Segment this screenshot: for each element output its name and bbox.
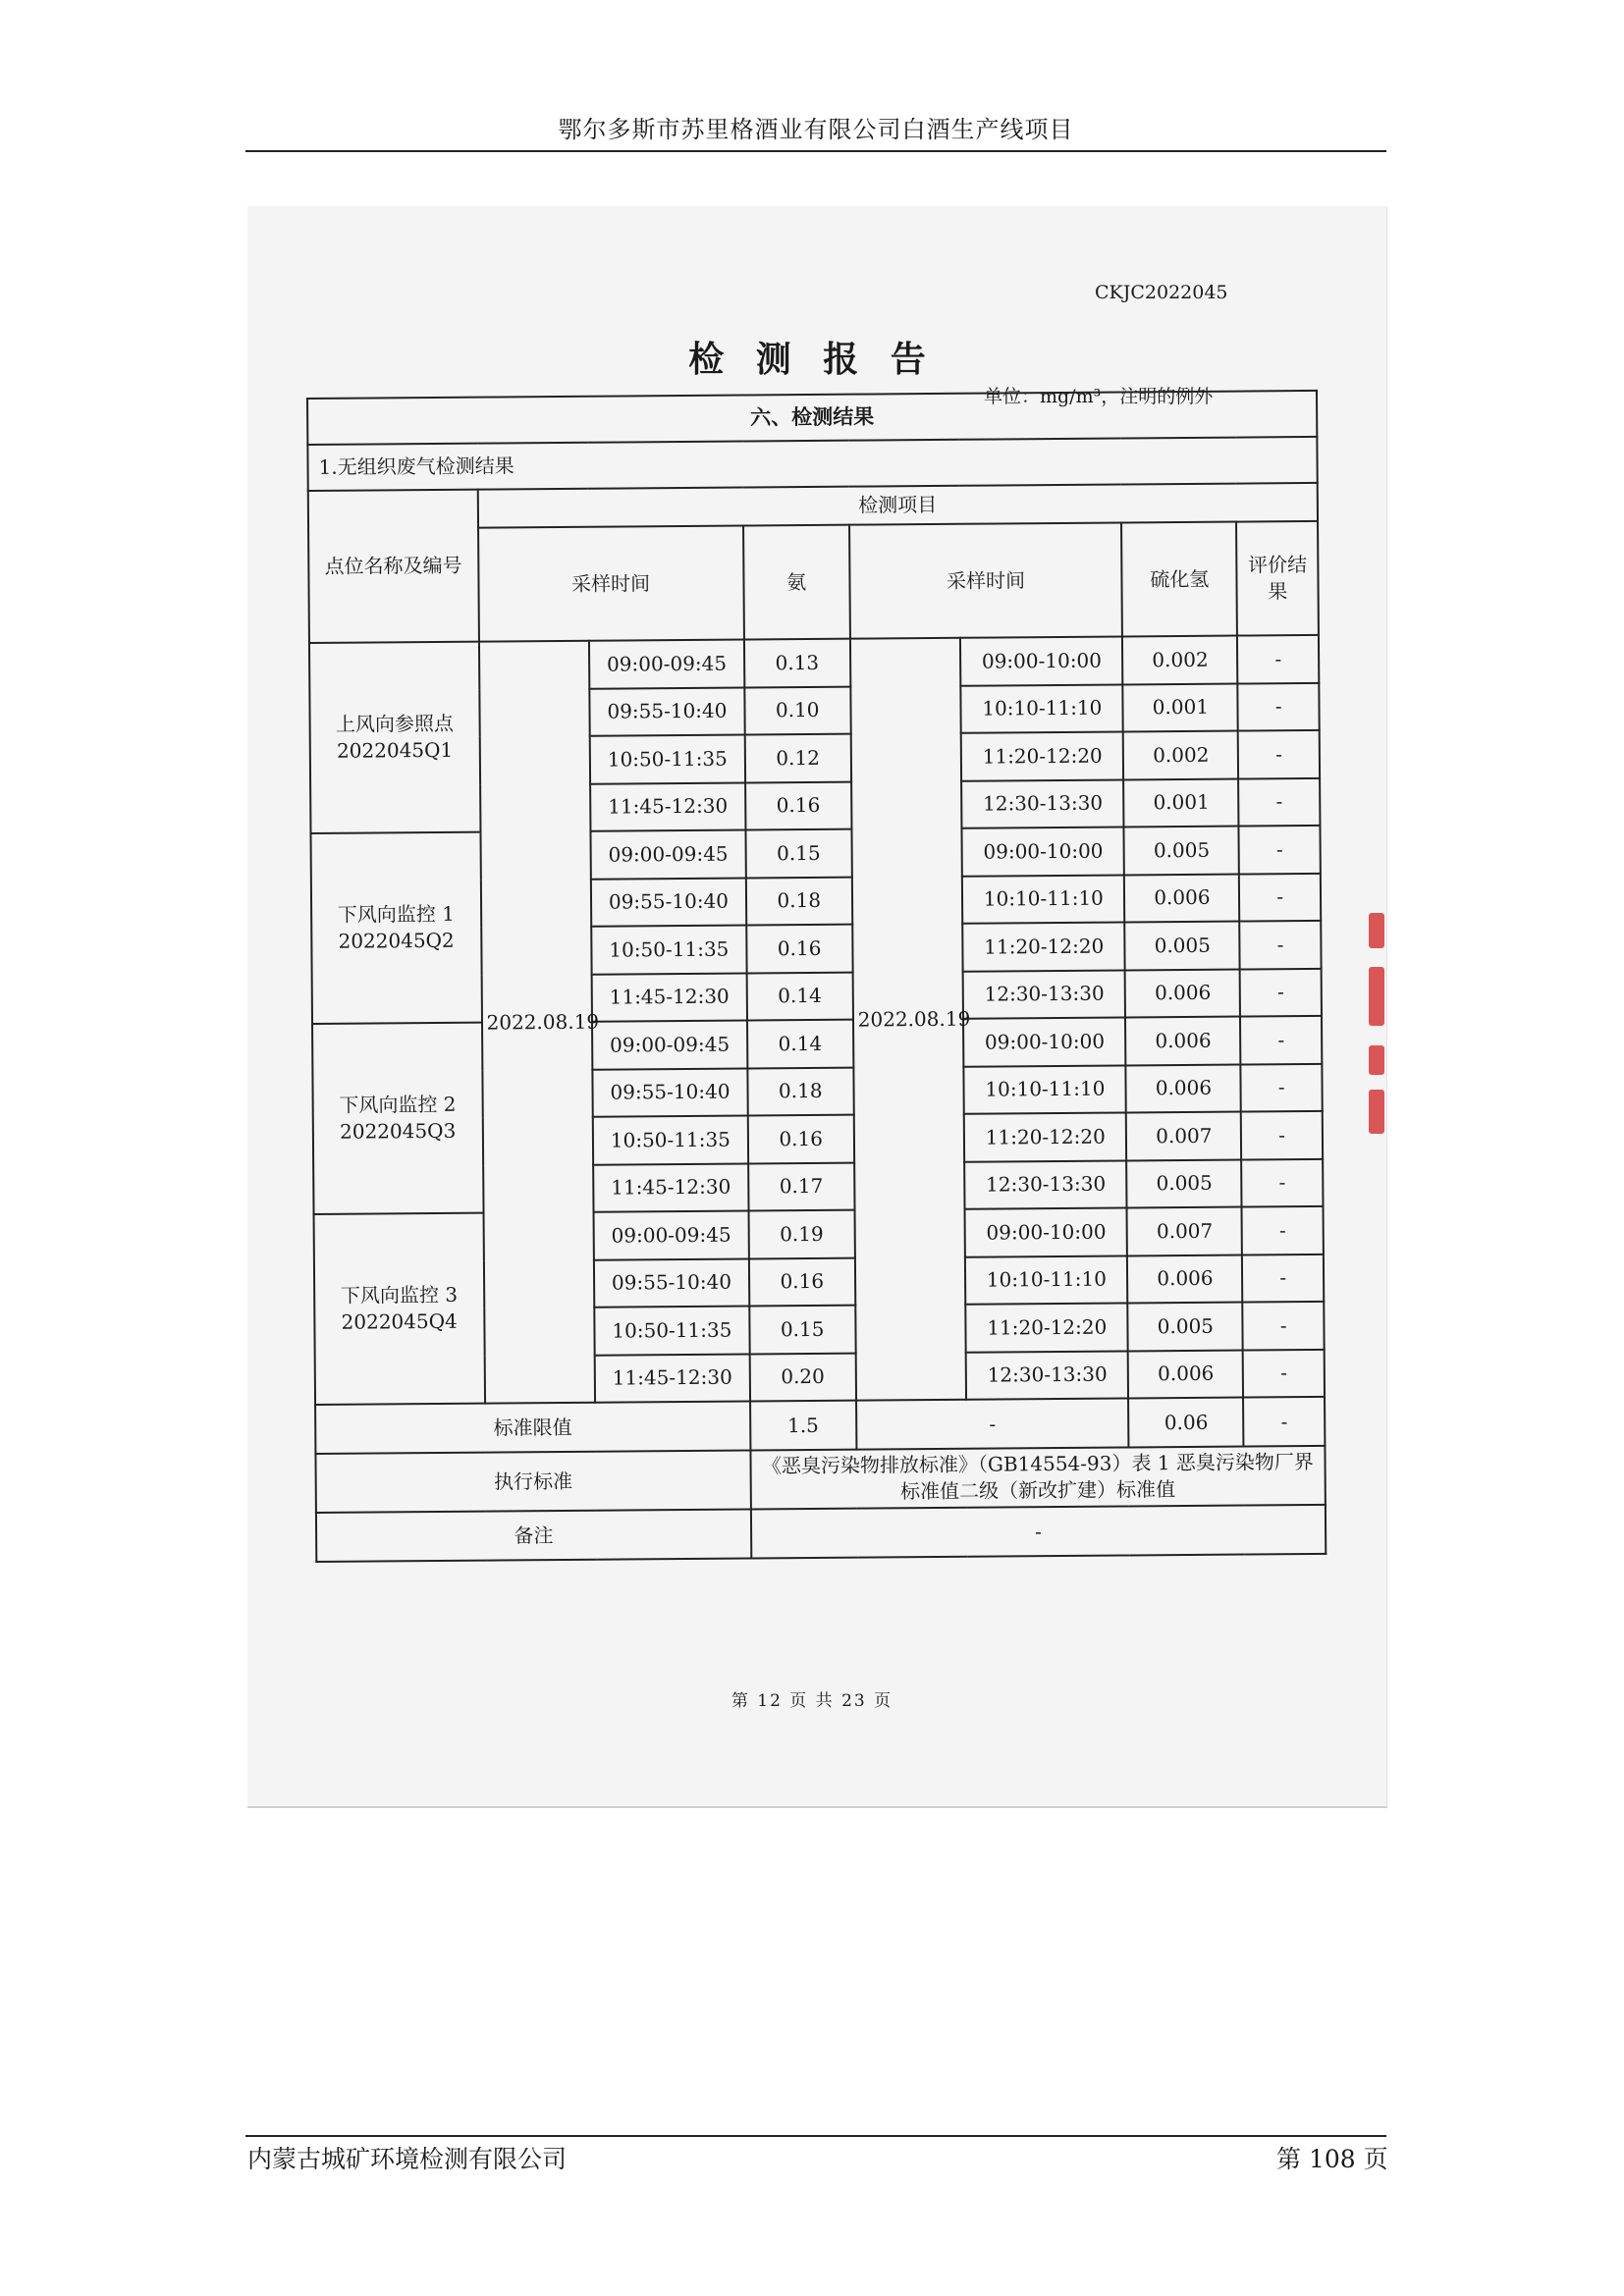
ammonia-value: 0.15 xyxy=(745,829,851,878)
sampling-time-2: 09:00-10:00 xyxy=(965,1207,1127,1256)
evaluation-value: - xyxy=(1242,1206,1324,1255)
ammonia-value: 0.17 xyxy=(748,1162,854,1210)
ammonia-value: 0.16 xyxy=(745,781,851,829)
sampling-time-1: 10:50-11:35 xyxy=(591,925,746,974)
h2s-value: 0.006 xyxy=(1125,1017,1240,1065)
sampling-time-1: 09:55-10:40 xyxy=(591,878,746,927)
h2s-header: 硫化氢 xyxy=(1121,522,1237,637)
h2s-value: 0.006 xyxy=(1126,1064,1241,1112)
page-header-title: 鄂尔多斯市苏里格酒业有限公司白酒生产线项目 xyxy=(558,116,1074,143)
section-title: 六、检测结果 xyxy=(307,391,1317,445)
sampling-time-1: 11:45-12:30 xyxy=(593,1163,748,1212)
sampling-time-1: 09:55-10:40 xyxy=(593,1068,748,1117)
limit-h2s: 0.06 xyxy=(1128,1398,1243,1448)
evaluation-value: - xyxy=(1243,1302,1325,1350)
table-row xyxy=(309,635,1319,691)
h2s-value: 0.001 xyxy=(1123,683,1238,731)
sampling-time-2: 11:20-12:20 xyxy=(963,922,1125,971)
ammonia-value: 0.20 xyxy=(749,1353,855,1401)
sampling-time-header-2: 采样时间 xyxy=(849,522,1123,638)
h2s-value: 0.006 xyxy=(1125,969,1240,1017)
h2s-value: 0.002 xyxy=(1122,636,1237,684)
remark-label: 备注 xyxy=(316,1509,751,1561)
sampling-time-2: 10:10-11:10 xyxy=(961,684,1123,733)
evaluation-header: 评价结果 xyxy=(1236,521,1319,636)
report-code: CKJC2022045 xyxy=(1095,282,1228,303)
sampling-time-2: 11:20-12:20 xyxy=(966,1303,1128,1352)
sampling-time-2: 12:30-13:30 xyxy=(961,779,1123,828)
sampling-time-2: 12:30-13:30 xyxy=(963,970,1125,1019)
sampling-time-1: 10:50-11:35 xyxy=(593,1115,748,1164)
evaluation-value: - xyxy=(1242,1158,1324,1206)
report-title: 检 测 报 告 xyxy=(688,339,936,380)
h2s-value: 0.005 xyxy=(1125,922,1240,970)
standard-text: 《恶臭污染物排放标准》（GB14554-93）表 1 恶臭污染物厂界标准值二级（新改扩建）标准值 xyxy=(750,1446,1326,1510)
sampling-time-2: 12:30-13:30 xyxy=(964,1160,1126,1209)
h2s-value: 0.006 xyxy=(1128,1350,1243,1398)
sampling-time-2: 12:30-13:30 xyxy=(966,1351,1128,1400)
location-name: 上风向参照点2022045Q1 xyxy=(309,642,480,833)
results-table xyxy=(306,390,1326,1563)
sampling-time-1: 10:50-11:35 xyxy=(590,735,745,784)
limit-evaluation: - xyxy=(1243,1397,1325,1447)
ammonia-value: 0.16 xyxy=(747,1115,853,1163)
sampling-time-1: 09:00-09:45 xyxy=(592,1020,747,1069)
ammonia-value: 0.16 xyxy=(749,1257,855,1306)
sampling-time-2: 10:10-11:10 xyxy=(965,1255,1127,1305)
results-table-wrapper xyxy=(306,390,1326,1563)
ammonia-value: 0.12 xyxy=(744,734,850,782)
table-row xyxy=(314,1206,1324,1262)
sampling-time-2: 10:10-11:10 xyxy=(962,875,1124,924)
evaluation-value: - xyxy=(1240,1016,1322,1064)
ammonia-value: 0.19 xyxy=(748,1210,854,1258)
sampling-time-1: 09:55-10:40 xyxy=(589,687,744,736)
ammonia-value: 0.13 xyxy=(744,639,850,687)
evaluation-value: - xyxy=(1239,826,1321,874)
subsection-title: 1.无组织废气检测结果 xyxy=(307,437,1317,491)
footer-page-number: 第 108 页 xyxy=(1276,2145,1388,2173)
sampling-time-1: 09:00-09:45 xyxy=(589,640,744,689)
limit-row xyxy=(315,1397,1325,1454)
sampling-time-2: 09:00-10:00 xyxy=(963,1017,1125,1066)
location-name: 下风向监控 3 2022045Q4 xyxy=(314,1213,485,1405)
location-name: 下风向监控 1 2022045Q2 xyxy=(310,832,481,1024)
sampling-time-1: 11:45-12:30 xyxy=(592,973,747,1022)
evaluation-value: - xyxy=(1238,730,1320,778)
remark-row xyxy=(316,1505,1326,1562)
items-header: 检测项目 xyxy=(477,483,1318,528)
location-header: 点位名称及编号 xyxy=(308,490,479,643)
sampling-time-1: 09:00-09:45 xyxy=(591,830,746,880)
sampling-time-1: 10:50-11:35 xyxy=(594,1306,749,1355)
standard-label: 执行标准 xyxy=(315,1450,750,1512)
table-row xyxy=(310,826,1320,881)
evaluation-value: - xyxy=(1240,968,1322,1016)
remark-text: - xyxy=(751,1505,1326,1559)
sampling-time-header-1: 采样时间 xyxy=(478,526,744,642)
evaluation-value: - xyxy=(1238,682,1320,730)
sampling-time-1: 09:00-09:45 xyxy=(594,1210,749,1259)
header-divider xyxy=(245,150,1386,152)
h2s-value: 0.005 xyxy=(1126,1159,1241,1207)
sampling-time-2: 11:20-12:20 xyxy=(961,731,1123,780)
sampling-time-2: 09:00-10:00 xyxy=(960,636,1122,685)
evaluation-value: - xyxy=(1242,1254,1324,1302)
evaluation-value: - xyxy=(1239,873,1321,921)
h2s-value: 0.001 xyxy=(1123,778,1238,827)
ammonia-value: 0.10 xyxy=(744,686,850,734)
ammonia-value: 0.18 xyxy=(747,1067,853,1115)
limit-ammonia: 1.5 xyxy=(750,1401,856,1451)
table-row xyxy=(312,1016,1322,1072)
sampling-time-1: 09:55-10:40 xyxy=(594,1258,749,1308)
unit-note: 单位：mg/m³，注明的例外 xyxy=(984,386,1214,407)
red-stamp-edge xyxy=(1369,913,1386,1139)
limit-label: 标准限值 xyxy=(315,1401,750,1453)
sampling-time-1: 11:45-12:30 xyxy=(595,1354,750,1403)
ammonia-value: 0.15 xyxy=(749,1306,855,1354)
footer-company: 内蒙古城矿环境检测有限公司 xyxy=(247,2145,568,2173)
h2s-value: 0.002 xyxy=(1123,731,1238,779)
h2s-value: 0.006 xyxy=(1127,1255,1242,1303)
sampling-date-2: 2022.08.19 xyxy=(850,638,967,1401)
h2s-value: 0.007 xyxy=(1126,1112,1241,1160)
ammonia-header: 氨 xyxy=(743,525,850,640)
h2s-value: 0.006 xyxy=(1124,874,1239,922)
evaluation-value: - xyxy=(1238,777,1320,826)
h2s-value: 0.005 xyxy=(1128,1303,1243,1351)
ammonia-value: 0.14 xyxy=(747,1020,853,1068)
evaluation-value: - xyxy=(1241,1111,1323,1159)
location-name: 下风向监控 2 2022045Q3 xyxy=(312,1023,483,1214)
ammonia-value: 0.14 xyxy=(746,972,852,1020)
ammonia-value: 0.16 xyxy=(746,925,852,973)
sampling-time-2: 09:00-10:00 xyxy=(962,827,1124,876)
evaluation-value: - xyxy=(1241,1063,1323,1111)
ammonia-value: 0.18 xyxy=(746,877,852,925)
sampling-time-2: 11:20-12:20 xyxy=(964,1112,1126,1161)
sampling-date-1: 2022.08.19 xyxy=(479,641,596,1404)
evaluation-value: - xyxy=(1237,635,1319,683)
limit-mid: - xyxy=(856,1398,1129,1449)
sampling-time-2: 10:10-11:10 xyxy=(964,1065,1126,1114)
evaluation-value: - xyxy=(1240,921,1322,969)
h2s-value: 0.007 xyxy=(1127,1207,1242,1255)
standard-row xyxy=(315,1446,1325,1513)
footer-divider xyxy=(245,2135,1386,2137)
sampling-time-1: 11:45-12:30 xyxy=(590,782,745,831)
evaluation-value: - xyxy=(1243,1349,1325,1397)
h2s-value: 0.005 xyxy=(1124,827,1239,875)
report-page-number: 第 12 页 共 23 页 xyxy=(731,1691,893,1711)
